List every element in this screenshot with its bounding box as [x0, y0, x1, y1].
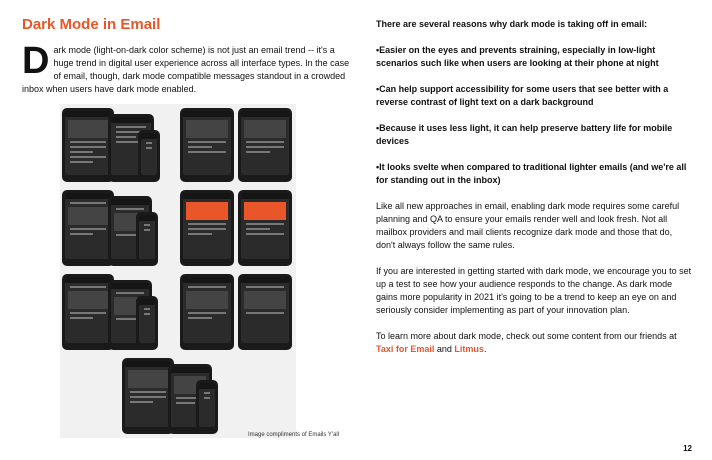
phone-mockup	[136, 296, 158, 350]
page-title: Dark Mode in Email	[22, 16, 161, 33]
tablet-mockup	[62, 108, 114, 182]
reason-item: •It looks svelte when compared to traditional lighter emails (and we're all for standing out in the inbox)	[376, 162, 687, 185]
tablet-mockup	[180, 274, 234, 350]
closing-and: and	[436, 344, 452, 354]
body-paragraph: Like all new approaches in email, enabling dark mode requires some careful planning and QA to ensure your emails render well and look fresh. Not all mailbox providers and mail clients recognize dark mode and those that do, don't always follow the same rules.	[376, 201, 680, 250]
tablet-mockup	[180, 108, 234, 182]
page-number: 12	[683, 444, 692, 453]
reasons-heading: There are several reasons why dark mode is taking off in email:	[376, 19, 648, 29]
dark-mode-examples-image	[60, 104, 296, 438]
reason-item: •Because it uses less light, it can help preserve battery life for mobile devices	[376, 123, 673, 146]
tablet-mockup	[238, 108, 292, 182]
reason-item: •Easier on the eyes and prevents straining, especially in low-light scenarios such like when users are looking at their phone at night	[376, 45, 659, 68]
image-caption: Image compliments of Emails Y'all	[248, 432, 340, 438]
intro-paragraph	[22, 40, 352, 96]
closing-text: To learn more about dark mode, check out some content from our friends at	[376, 331, 677, 341]
tablet-mockup	[122, 358, 174, 434]
tablet-mockup	[62, 190, 114, 266]
body-paragraph: If you are interested in getting started with dark mode, we encourage you to set up a test to see how your audience responds to the change. As dark mode gains more popularity in 2021 it's going to be a trend to keep an eye on and seriously consider implementing as part of your innovation plan.	[376, 266, 692, 315]
drop-cap: D	[22, 40, 50, 82]
tablet-mockup	[238, 190, 292, 266]
closing-period: .	[483, 344, 487, 354]
reason-item: •Can help support accessibility for some users that see better with a reverse contrast of light text on a dark background	[376, 84, 669, 107]
tablet-mockup	[238, 274, 292, 350]
tablet-mockup	[62, 274, 114, 350]
litmus-link[interactable]: Litmus	[454, 344, 484, 354]
intro-text: ark mode (light-on-dark color scheme) is not just an email trend -- it's a huge trend in digital user experience across all interface types. In the case of email, though, dark mode compatible messages standout in a crowded inbox when users have dark mode enabled.	[22, 45, 350, 94]
right-column	[376, 18, 692, 369]
phone-mockup	[138, 130, 160, 182]
closing-paragraph	[376, 330, 692, 356]
taxi-for-email-link[interactable]: Taxi for Email	[376, 344, 435, 354]
phone-mockup	[136, 212, 158, 266]
phone-mockup	[196, 380, 218, 434]
tablet-mockup	[180, 190, 234, 266]
